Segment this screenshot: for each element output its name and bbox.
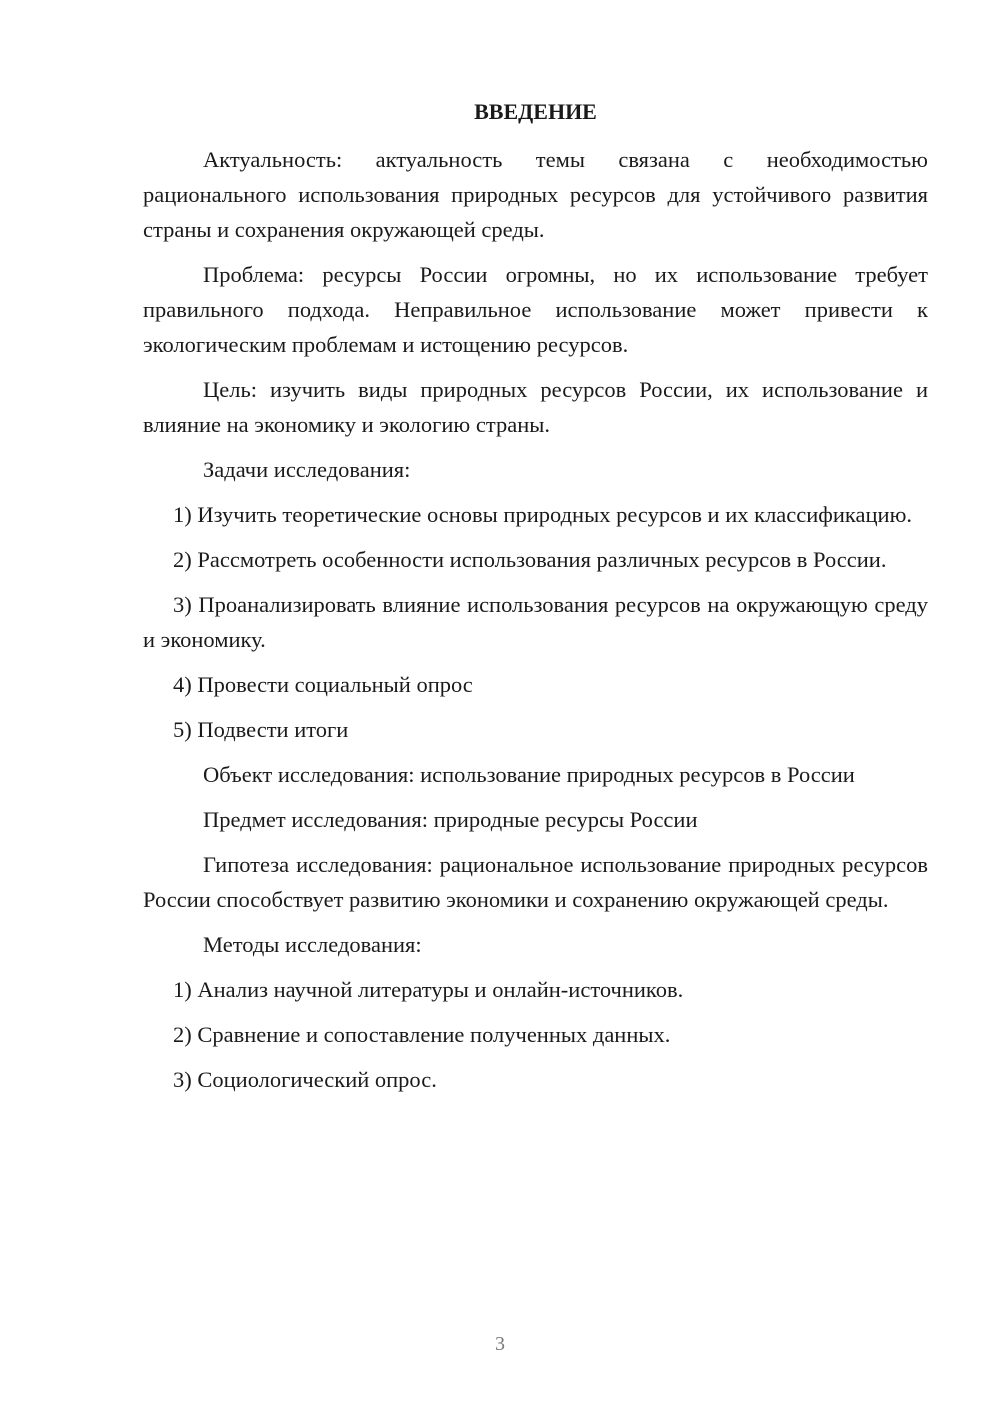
task-item-1: 1) Изучить теоретические основы природных ресурсов и их классификацию.: [173, 502, 913, 527]
method-item-3: 3) Социологический опрос.: [173, 1067, 437, 1092]
methods-heading: Методы исследования:: [203, 932, 422, 957]
document-body: [143, 94, 928, 1107]
subject-paragraph: Предмет исследования: природные ресурсы России: [203, 807, 698, 832]
task-item-3: 3) Проанализировать влияние использования ресурсов на окружающую среду и экономику.: [143, 592, 928, 652]
method-item-2: 2) Сравнение и сопоставление полученных данных.: [173, 1022, 671, 1047]
task-item-2: 2) Рассмотреть особенности использования различных ресурсов в России.: [173, 547, 887, 572]
goal-paragraph: Цель: изучить виды природных ресурсов России, их использование и влияние на экономику и экологию страны.: [143, 377, 928, 437]
task-item-5: 5) Подвести итоги: [173, 717, 349, 742]
object-paragraph: Объект исследования: использование природных ресурсов в России: [203, 762, 855, 787]
hypothesis-paragraph: Гипотеза исследования: рациональное использование природных ресурсов России способствует развитию экономики и сохранению окружающей среды.: [143, 852, 928, 912]
page-number: 3: [495, 1333, 505, 1355]
section-title: ВВЕДЕНИЕ: [474, 99, 597, 124]
method-item-1: 1) Анализ научной литературы и онлайн-источников.: [173, 977, 684, 1002]
tasks-heading: Задачи исследования:: [203, 457, 411, 482]
problem-paragraph: Проблема: ресурсы России огромны, но их использование требует правильного подхода. Неправильное использование может привести к экологическим проблемам и истощению ресурсов.: [143, 262, 928, 357]
relevance-paragraph: Актуальность: актуальность темы связана с необходимостью рационального использования природных ресурсов для устойчивого развития страны и сохранения окружающей среды.: [143, 147, 928, 242]
task-item-4: 4) Провести социальный опрос: [173, 672, 473, 697]
